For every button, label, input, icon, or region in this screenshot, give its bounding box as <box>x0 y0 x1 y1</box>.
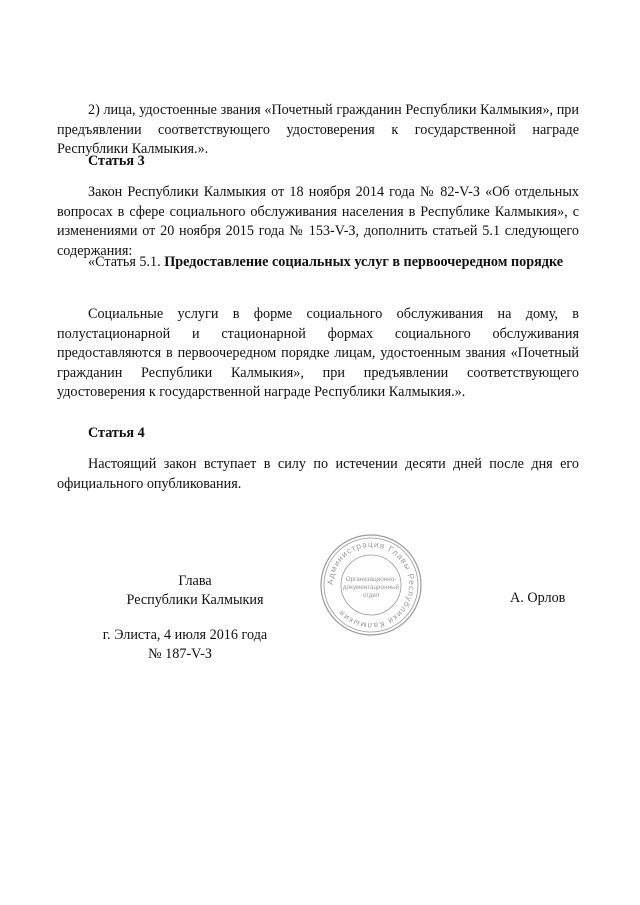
article-5-1-text: Социальные услуги в форме социального обслуживания на дому, в полустационарной и стационарной формах социального обслуживания предоставляются в первоочередном порядке лицам, удостоенным звания «Почетный гражданин Республики Калмыкия», при предъявлении соответствующего удостоверения к государственной награде Республики Калмыкия.». <box>57 306 579 400</box>
svg-text:Администрация Главы Республики: Администрация Главы Республики Калмыкия <box>325 539 417 631</box>
article-5-1-title-line <box>57 253 579 273</box>
article-4-heading: Статья 4 <box>88 425 145 441</box>
article-5-1-body <box>57 305 579 403</box>
place-date: г. Элиста, 4 июля 2016 года <box>102 627 268 643</box>
article-4-text: Настоящий закон вступает в силу по истечении десяти дней после дня его официального опубликования. <box>57 456 579 492</box>
law-number: № 187-V-З <box>148 646 212 662</box>
svg-text:отдел: отдел <box>362 592 380 599</box>
signature-title-line2: Республики Калмыкия <box>126 592 264 608</box>
official-stamp <box>319 533 423 637</box>
article-5-1-title <box>57 253 579 273</box>
article-3-body <box>57 183 579 261</box>
signer-name: А. Орлов <box>510 590 566 606</box>
stamp-seal-icon <box>319 533 423 637</box>
svg-text:Организационно-: Организационно- <box>345 576 397 583</box>
article-3-text: Закон Республики Калмыкия от 18 ноября 2014 года № 82-V-З «Об отдельных вопросах в сфере социального обслуживания населения в Республике Калмыкия», с изменениями от 20 ноября 2015 года № 153-V-З, дополнить статьей 5.1 следующего содержания: <box>57 184 579 259</box>
article-5-1-title-text: Предоставление социальных услуг в первоочередном порядке <box>164 254 564 270</box>
item-2 <box>57 101 579 160</box>
article-5-1-prefix: «Статья 5.1. <box>88 254 165 270</box>
svg-text:документационный: документационный <box>342 584 400 591</box>
article-3-heading: Статья 3 <box>88 153 145 169</box>
signature-title-line1: Глава <box>178 573 212 589</box>
item-2-text: 2) лица, удостоенные звания «Почетный гражданин Республики Калмыкия», при предъявлении соответствующего удостоверения к государственной награде Республики Калмыкия.». <box>57 102 579 157</box>
article-4-body <box>57 455 579 494</box>
